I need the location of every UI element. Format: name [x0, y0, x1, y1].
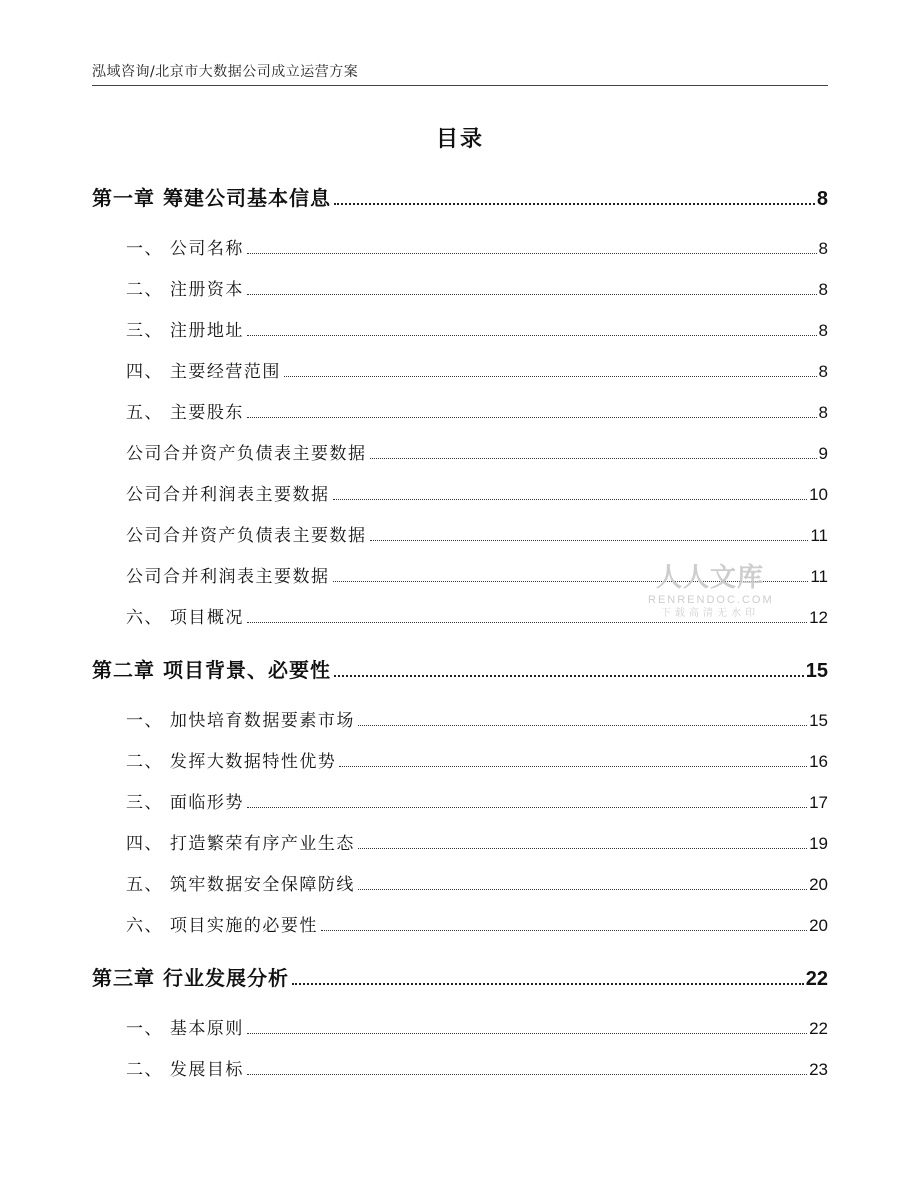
section-page-number: 20 — [809, 875, 828, 894]
section-page-number: 10 — [809, 485, 828, 504]
watermark-site: RENRENDOC.COM — [648, 594, 774, 606]
chapter-page-number: 15 — [805, 660, 828, 682]
section-title: 三、 注册地址 — [126, 321, 244, 341]
section-page-number: 12 — [809, 608, 828, 627]
toc-section[interactable] — [126, 316, 828, 341]
section-page-number: 19 — [809, 834, 828, 853]
dot-leader — [358, 848, 807, 849]
toc-section[interactable] — [126, 747, 828, 772]
section-title: 二、 发展目标 — [126, 1060, 244, 1080]
toc-title: 目录 — [435, 127, 484, 152]
section-title: 二、 注册资本 — [126, 280, 244, 300]
toc-section[interactable] — [126, 398, 828, 423]
section-page-number: 8 — [818, 321, 828, 340]
section-page-number: 22 — [809, 1019, 828, 1038]
dot-leader — [247, 1074, 807, 1075]
section-page-number: 17 — [809, 793, 828, 812]
dot-leader — [321, 930, 807, 931]
watermark-slogan: 下载高清无水印 — [661, 608, 759, 619]
chapter-page-number: 8 — [816, 188, 828, 210]
dot-leader — [334, 675, 804, 677]
section-title: 一、 加快培育数据要素市场 — [126, 711, 355, 731]
toc-section[interactable] — [126, 357, 828, 382]
section-title: 五、 筑牢数据安全保障防线 — [126, 875, 355, 895]
dot-leader — [284, 376, 817, 377]
section-title: 一、 公司名称 — [126, 239, 244, 259]
section-page-number: 8 — [818, 239, 828, 258]
chapter-title: 第一章 筹建公司基本信息 — [92, 186, 331, 210]
dot-leader — [358, 725, 807, 726]
section-title: 公司合并资产负债表主要数据 — [126, 526, 367, 546]
section-page-number: 11 — [810, 526, 828, 545]
chapter-page-number: 22 — [805, 968, 828, 990]
toc-chapter-3[interactable] — [92, 962, 828, 991]
section-title: 公司合并利润表主要数据 — [126, 567, 330, 587]
section-page-number: 11 — [810, 567, 828, 586]
toc-section[interactable] — [126, 521, 828, 546]
dot-leader — [339, 766, 807, 767]
section-page-number: 23 — [809, 1060, 828, 1079]
toc-section[interactable] — [126, 275, 828, 300]
section-page-number: 20 — [809, 916, 828, 935]
section-title: 六、 项目概况 — [126, 608, 244, 628]
dot-leader — [247, 335, 817, 336]
dot-leader — [247, 1033, 807, 1034]
section-title: 公司合并利润表主要数据 — [126, 485, 330, 505]
section-page-number: 15 — [809, 711, 828, 730]
toc-section[interactable] — [126, 788, 828, 813]
toc-section[interactable] — [126, 870, 828, 895]
section-page-number: 16 — [809, 752, 828, 771]
section-page-number: 8 — [818, 403, 828, 422]
section-page-number: 8 — [818, 362, 828, 381]
section-title: 一、 基本原则 — [126, 1019, 244, 1039]
chapter-title: 第二章 项目背景、必要性 — [92, 658, 331, 682]
dot-leader — [247, 622, 807, 623]
running-header: 泓域咨询/北京市大数据公司成立运营方案 — [92, 64, 359, 80]
toc-section[interactable] — [126, 439, 828, 464]
toc-chapter-1[interactable] — [92, 182, 828, 211]
toc-section[interactable] — [126, 829, 828, 854]
toc-section[interactable] — [126, 911, 828, 936]
dot-leader — [370, 540, 809, 541]
toc-section[interactable] — [126, 1014, 828, 1039]
section-page-number: 9 — [818, 444, 828, 463]
chapter-title: 第三章 行业发展分析 — [92, 966, 289, 990]
dot-leader — [333, 499, 808, 500]
dot-leader — [247, 294, 817, 295]
toc-section[interactable] — [126, 1055, 828, 1080]
section-title: 二、 发挥大数据特性优势 — [126, 752, 337, 772]
section-title: 三、 面临形势 — [126, 793, 244, 813]
dot-leader — [358, 889, 807, 890]
dot-leader — [334, 203, 815, 205]
dot-leader — [247, 253, 817, 254]
section-page-number: 8 — [818, 280, 828, 299]
watermark-logo: 人人文库 — [655, 563, 764, 593]
toc-section[interactable] — [126, 234, 828, 259]
dot-leader — [247, 807, 807, 808]
dot-leader — [370, 458, 817, 459]
dot-leader — [292, 983, 804, 985]
section-title: 六、 项目实施的必要性 — [126, 916, 318, 936]
toc-section[interactable] — [126, 706, 828, 731]
toc-chapter-2[interactable] — [92, 654, 828, 683]
watermark — [648, 563, 772, 621]
section-title: 五、 主要股东 — [126, 403, 244, 423]
section-title: 四、 主要经营范围 — [126, 362, 281, 382]
section-title: 四、 打造繁荣有序产业生态 — [126, 834, 355, 854]
dot-leader — [247, 417, 817, 418]
toc-section[interactable] — [126, 480, 828, 505]
section-title: 公司合并资产负债表主要数据 — [126, 444, 367, 464]
